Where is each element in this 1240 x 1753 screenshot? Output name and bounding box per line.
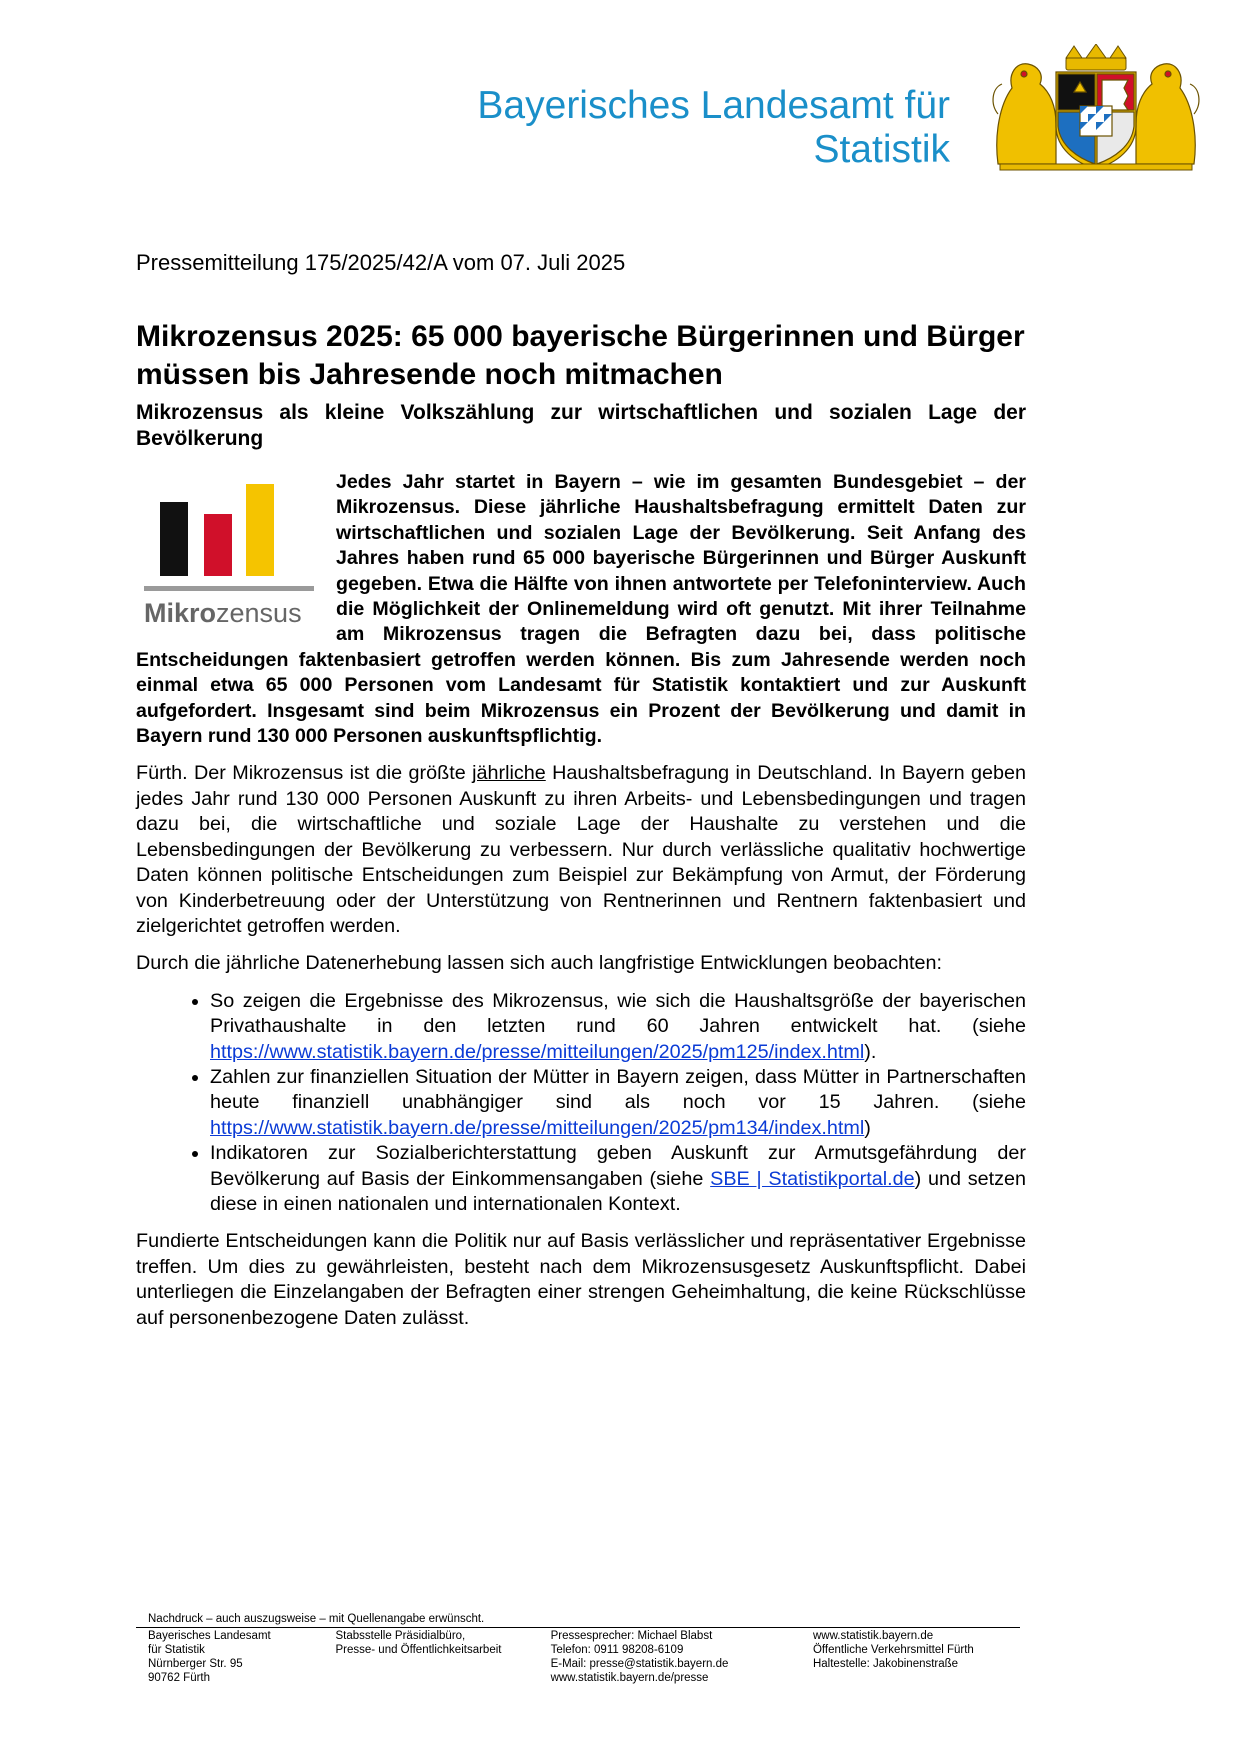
body-paragraph-1: Fürth. Der Mikrozensus ist die größte jährliche Haushaltsbefragung in Deutschland. In Bayern geben jedes Jahr rund 130 000 Personen Auskunft zu ihren Arbeits- und Lebensbedingungen und tragen dazu bei, die wirtschaftliche und soziale Lage der Haushalte zu verstehen und die Lebensbedingungen der Bevölkerung zu verbessern. Nur durch verlässliche qualitativ hochwertige Daten können politische Entscheidungen zum Beispiel zur Bekämpfung von Armut, der Förderung von Kinderbetreuung oder der Unterstützung von Rentnerinnen und Rentnern faktenbasiert und zielgerichtet getroffen werden.	[136, 762, 1026, 937]
list-item: • Zahlen zur finanziellen Situation der Mütter in Bayern zeigen, dass Mütter in Partnerschaften heute finanziell unabhängiger sind als noch vor 15 Jahren. (siehe https://www.statistik.bayern.de/presse/mitteilungen/2025/pm134/index.html)	[210, 1065, 1026, 1141]
link-pm125[interactable]: https://www.statistik.bayern.de/presse/mitteilungen/2025/pm125/index.html	[210, 1040, 865, 1063]
headline: Mikrozensus 2025: 65 000 bayerische Bürgerinnen und Bürger müssen bis Jahresende noch mitmachen	[136, 320, 1025, 391]
footer	[136, 1612, 1020, 1685]
agency-name-line2: Statistik	[813, 128, 950, 171]
footer-department: Stabsstelle Präsidialbüro, Presse- und Öffentlichkeitsarbeit	[335, 1630, 502, 1656]
logo-text-light: zensus	[216, 598, 302, 628]
bullet-list	[136, 989, 1026, 1218]
lead-paragraph: Jedes Jahr startet in Bayern – wie im gesamten Bundesgebiet – der Mikrozensus. Diese jährliche Haushaltsbefragung ermittelt Daten zur wirtschaftlichen und sozialen Lage der Bevölkerung. Seit Anfang des Jahres haben rund 65 000 bayerische Bürgerinnen und Bürger Auskunft gegeben. Etwa die Hälfte von ihnen antwortete per Telefoninterview. Auch die Möglichkeit der Onlinemeldung wird oft genutzt. Mit ihrer Teilnahme am Mikrozensus tragen die Befragten dazu bei, dass politische Entscheidungen faktenbasiert getroffen werden können. Bis zum Jahresende werden noch einmal etwa 65 000 Personen vom Landesamt für Statistik kontaktiert und zur Auskunft aufgefordert. Insgesamt sind beim Mikrozensus ein Prozent der Bevölkerung und damit in Bayern rund 130 000 Personen auskunftspflichtig.	[136, 471, 1026, 748]
press-release-number: Pressemitteilung 175/2025/42/A vom 07. Juli 2025	[136, 250, 626, 275]
list-item: • Indikatoren zur Sozialberichterstattung geben Auskunft zur Armutsgefährdung der Bevölkerung auf Basis der Einkommensangaben (siehe SBE | Statistikportal.de) und setzen diese in einen nationalen und internationalen Kontext.	[210, 1141, 1026, 1217]
subheadline: Mikrozensus als kleine Volkszählung zur wirtschaftlichen und sozialen Lage der Bevölkerung	[136, 401, 1026, 450]
mikrozensus-logo	[136, 470, 324, 630]
body-paragraph-3: Fundierte Entscheidungen kann die Politik nur auf Basis verlässlicher und repräsentativer Ergebnisse treffen. Um dies zu gewährleisten, besteht nach dem Mikrozensusgesetz Auskunftspflicht. Dabei unterliegen die Einzelangaben der Befragten einer strengen Geheimhaltung, die keine Rückschlüsse auf personenbezogene Daten zulässt.	[136, 1230, 1026, 1329]
article-body	[136, 470, 1026, 1343]
emphasis-underline: jährliche	[472, 762, 546, 785]
agency-name-line1: Bayerisches Landesamt für	[477, 84, 950, 127]
agency-name	[430, 84, 950, 172]
footer-contact: Pressesprecher: Michael Blabst Telefon: 0911 98208-6109 E-Mail: presse@statistik.bayern.de www.statistik.bayern.de/presse	[550, 1630, 729, 1684]
footer-web-transport: www.statistik.bayern.de Öffentliche Verkehrsmittel Fürth Haltestelle: Jakobinenstraße	[812, 1630, 974, 1670]
link-sbe-statistikportal[interactable]: SBE | Statistikportal.de	[710, 1167, 915, 1190]
footer-address: Bayerisches Landesamt für Statistik Nürnberger Str. 95 90762 Fürth	[148, 1630, 271, 1684]
body-paragraph-2: Durch die jährliche Datenerhebung lassen sich auch langfristige Entwicklungen beobachten:	[136, 952, 943, 975]
link-pm134[interactable]: https://www.statistik.bayern.de/presse/mitteilungen/2025/pm134/index.html	[210, 1116, 865, 1139]
reprint-note: Nachdruck – auch auszugsweise – mit Quellenangabe erwünscht.	[136, 1612, 1020, 1628]
list-item: • So zeigen die Ergebnisse des Mikrozensus, wie sich die Haushaltsgröße der bayerischen Privathaushalte in den letzten rund 60 Jahren entwickelt hat. (siehe https://www.statistik.bayern.de/presse/mitteilungen/2025/pm125/index.html).	[210, 989, 1026, 1065]
logo-text-bold: Mikro	[144, 598, 217, 628]
bavarian-coat-of-arms-icon	[990, 44, 1202, 172]
svg-text:Mikrozensus	[144, 598, 302, 628]
